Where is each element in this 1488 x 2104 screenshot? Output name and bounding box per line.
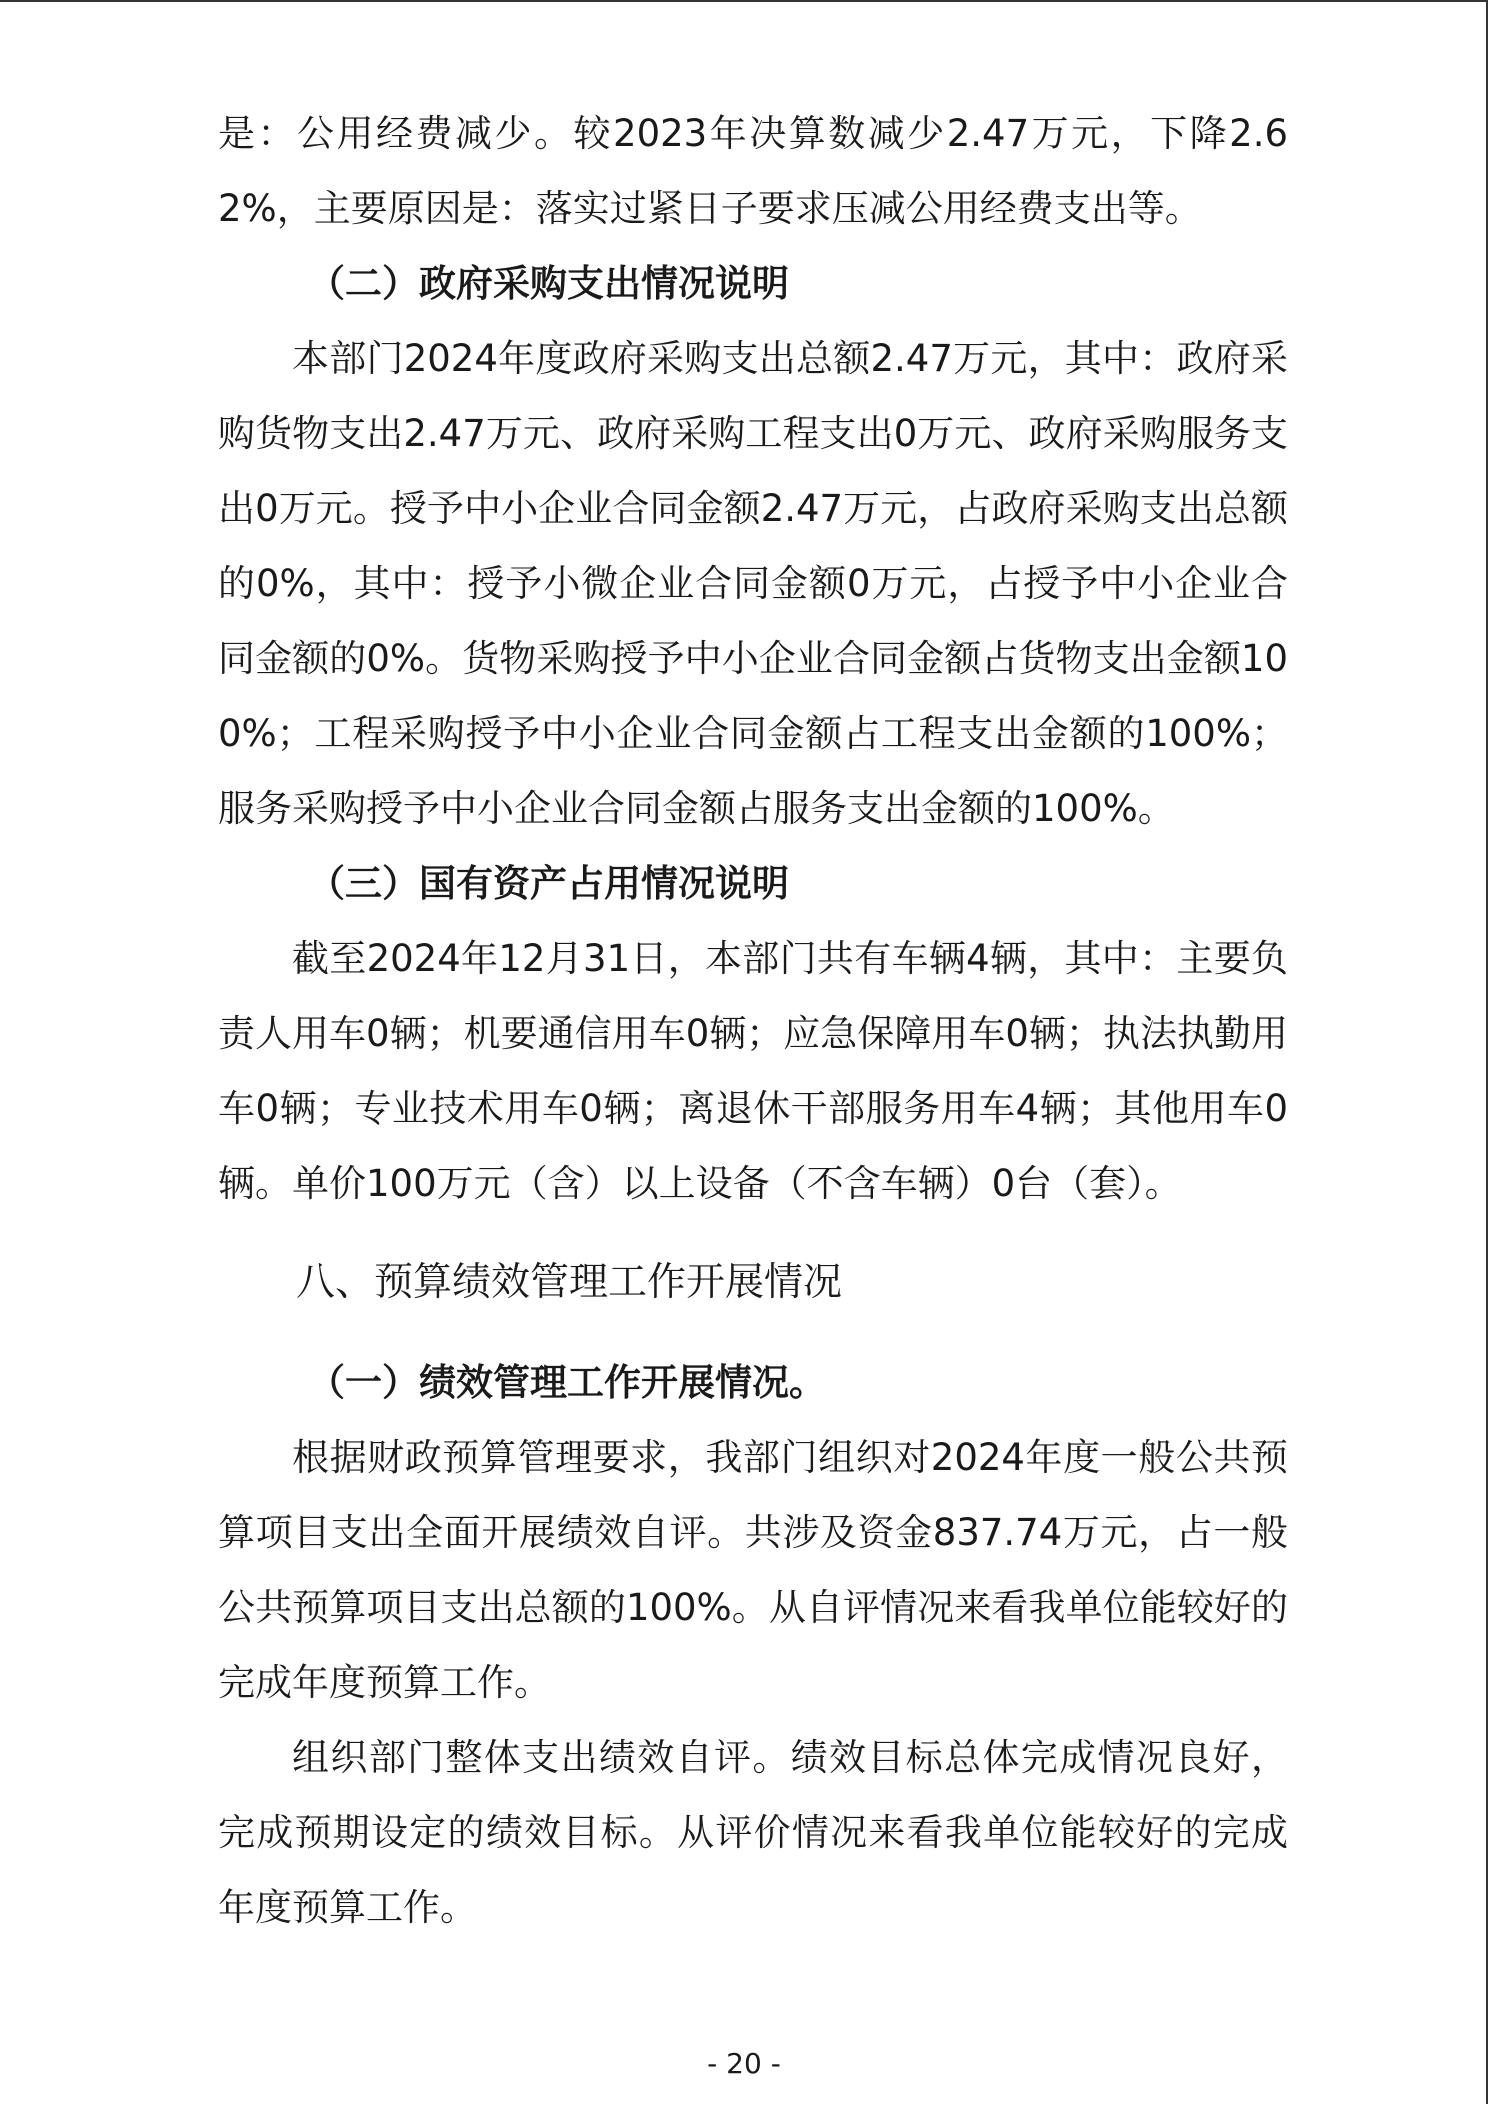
- document-body: [218, 96, 1288, 1945]
- paragraph-performance-self-evaluation: 根据财政预算管理要求，我部门组织对2024年度一般公共预算项目支出全面开展绩效自评。共涉及资金837.74万元，占一般公共预算项目支出总额的100%。从自评情况来看我单位能较好的完成年度预算工作。: [218, 1436, 1288, 1704]
- paragraph-overall-evaluation: 组织部门整体支出绩效自评。绩效目标总体完成情况良好，完成预期设定的绩效目标。从评价情况来看我单位能较好的完成年度预算工作。: [218, 1736, 1288, 1929]
- paragraph-state-assets: 截至2024年12月31日，本部门共有车辆4辆，其中：主要负责人用车0辆；机要通信用车0辆；应急保障用车0辆；执法执勤用车0辆；专业技术用车0辆；离退休干部服务用车4辆；其他用车0辆。单价100万元（含）以上设备（不含车辆）0台（套）。: [218, 937, 1288, 1205]
- heading-performance-work: （一）绩效管理工作开展情况。: [308, 1361, 826, 1404]
- paragraph-public-expense: 是：公用经费减少。较2023年决算数减少2.47万元，下降2.62%，主要原因是：落实过紧日子要求压减公用经费支出等。: [218, 112, 1288, 230]
- page-border-top: [0, 0, 1488, 2]
- page-number: - 20 -: [707, 2047, 781, 2080]
- heading-government-procurement: （二）政府采购支出情况说明: [308, 262, 789, 305]
- heading-state-assets: （三）国有资产占用情况说明: [308, 862, 789, 905]
- paragraph-government-procurement: 本部门2024年度政府采购支出总额2.47万元，其中：政府采购货物支出2.47万元、政府采购工程支出0万元、政府采购服务支出0万元。授予中小企业合同金额2.47万元，占政府采购支出总额的0%，其中：授予小微企业合同金额0万元，占授予中小企业合同金额的0%。货物采购授予中小企业合同金额占货物支出金额100%；工程采购授予中小企业合同金额占工程支出金额的100%；服务采购授予中小企业合同金额占服务支出金额的100%。: [218, 337, 1288, 830]
- section-title-performance-management: 八、预算绩效管理工作开展情况: [296, 1260, 843, 1305]
